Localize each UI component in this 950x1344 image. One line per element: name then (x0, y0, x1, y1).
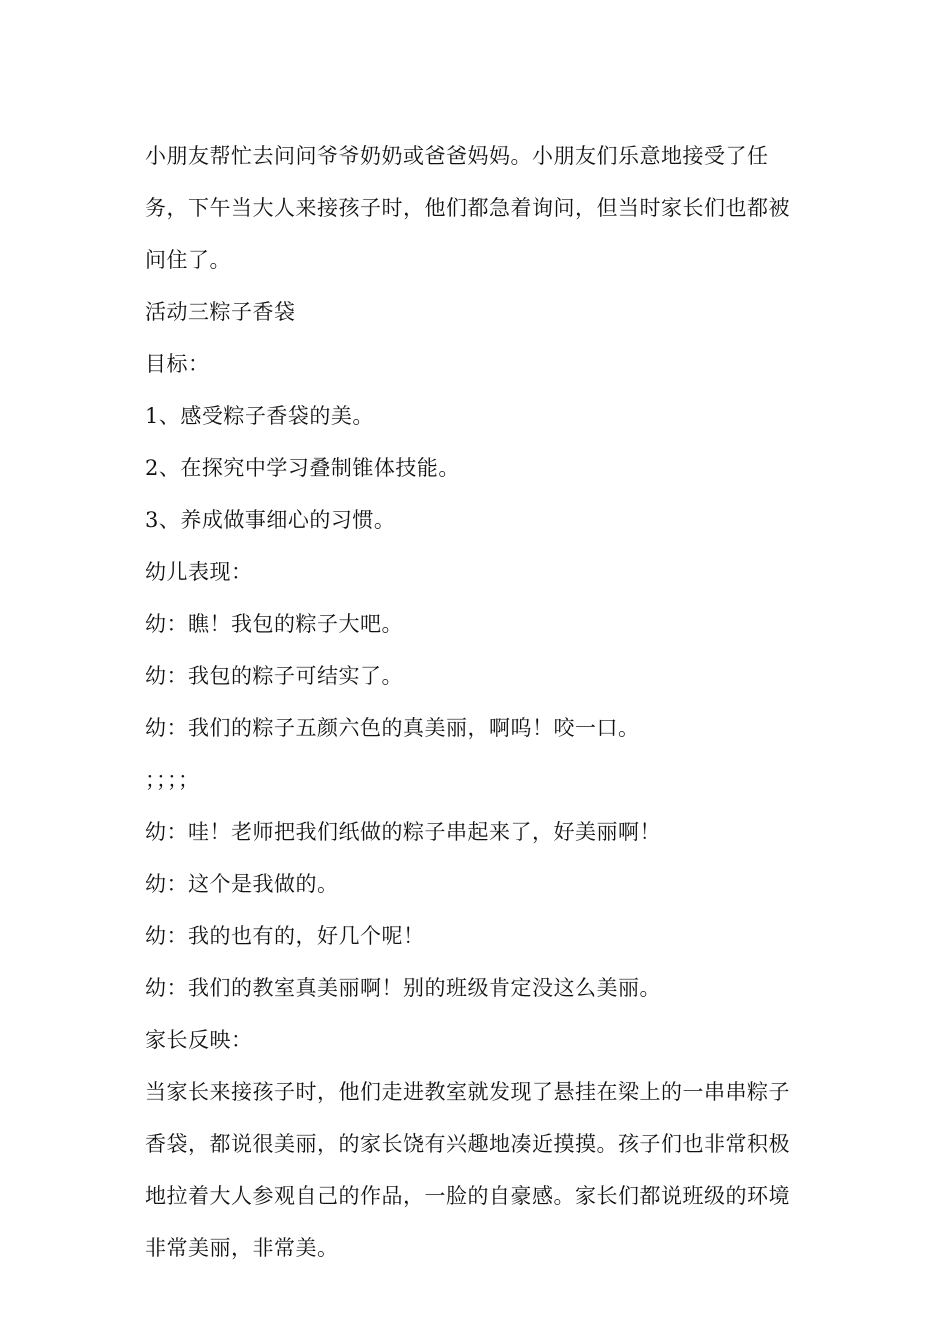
child-quote-1: 幼：瞧！我包的粽子大吧。 (145, 612, 403, 636)
goal-item-2: 2、在探究中学习叠制锥体技能。 (145, 456, 460, 480)
section-heading-activity-three: 活动三粽子香袋 (145, 300, 296, 324)
child-quote-5: 幼：这个是我做的。 (145, 872, 339, 896)
document-body (145, 130, 810, 1274)
goal-item-3: 3、养成做事细心的习惯。 (145, 508, 396, 532)
parent-feedback-heading: 家长反映： (145, 1028, 253, 1052)
goals-heading: 目标： (145, 352, 210, 376)
separator-semicolons: ；；；； (145, 768, 200, 792)
child-quote-4: 幼：哇！老师把我们纸做的粽子串起来了，好美丽啊！ (145, 820, 661, 844)
child-quote-7: 幼：我们的教室真美丽啊！别的班级肯定没这么美丽。 (145, 976, 661, 1000)
paragraph-intro-continuation: 小朋友帮忙去问问爷爷奶奶或爸爸妈妈。小朋友们乐意地接受了任务，下午当大人来接孩子时，他们都急着询问，但当时家长们也都被问住了。 (145, 144, 790, 272)
child-quote-3: 幼：我们的粽子五颜六色的真美丽，啊呜！咬一口。 (145, 716, 640, 740)
parent-feedback-paragraph: 当家长来接孩子时，他们走进教室就发现了悬挂在梁上的一串串粽子香袋，都说很美丽，的家长饶有兴趣地凑近摸摸。孩子们也非常积极地拉着大人参观自己的作品，一脸的自豪感。家长们都说班级的环境非常美丽，非常美。 (145, 1080, 790, 1260)
child-quote-2: 幼：我包的粽子可结实了。 (145, 664, 403, 688)
goal-item-1: 1、感受粽子香袋的美。 (145, 404, 374, 428)
child-performance-heading: 幼儿表现： (145, 560, 253, 584)
child-quote-6: 幼：我的也有的，好几个呢！ (145, 924, 425, 948)
